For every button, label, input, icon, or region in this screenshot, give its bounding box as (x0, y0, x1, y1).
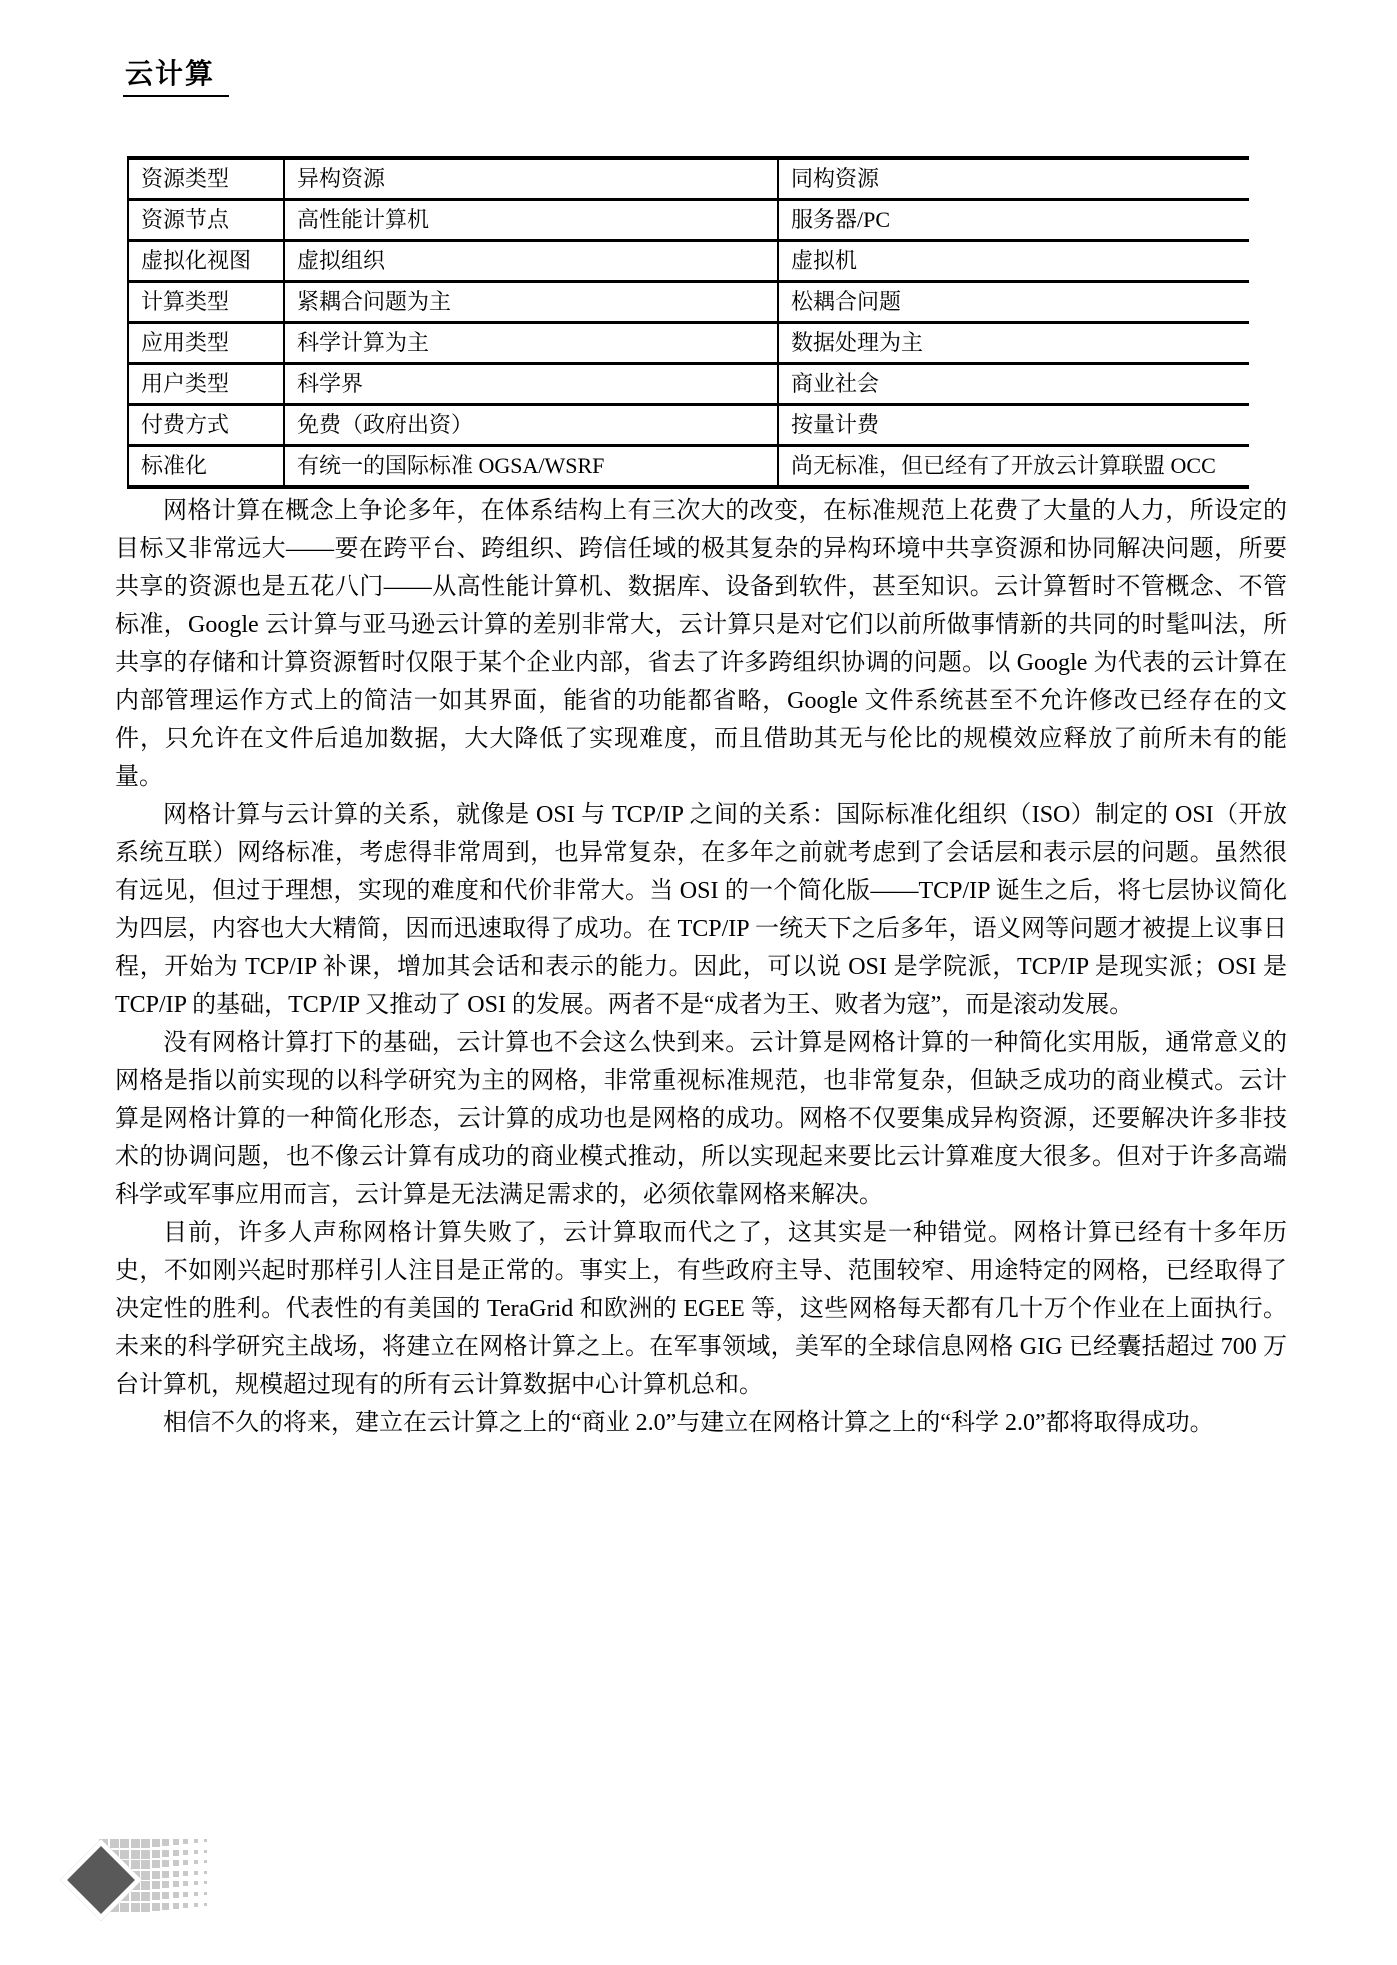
paragraph-5: 相信不久的将来，建立在云计算之上的“商业 2.0”与建立在网格计算之上的“科学 2.0”都将取得成功。 (163, 1410, 1214, 1436)
body-text (115, 492, 1287, 1442)
row-label-cell: 资源类型 (128, 158, 284, 200)
comparison-table (127, 156, 1249, 489)
grid-computing-cell: 有统一的国际标准 OGSA/WSRF (284, 446, 778, 488)
table-row (128, 364, 1249, 405)
grid-computing-cell: 科学计算为主 (284, 323, 778, 364)
page-title: 云计算 (123, 52, 229, 97)
paragraph-4: 目前，许多人声称网格计算失败了，云计算取而代之了，这其实是一种错觉。网格计算已经有十多年历史，不如刚兴起时那样引人注目是正常的。事实上，有些政府主导、范围较窄、用途特定的网格，已经取得了决定性的胜利。代表性的有美国的 TeraGrid 和欧洲的 EGEE 等，这些网格每天都有几十万个作业在上面执行。未来的科学研究主战场，将建立在网格计算之上。在军事领域，美军的全球信息网格 GIG 已经囊括超过 700 万台计算机，规模超过现有的所有云计算数据中心计算机总和。 (115, 1220, 1287, 1398)
row-label-cell: 计算类型 (128, 282, 284, 323)
table-row (128, 323, 1249, 364)
cloud-computing-cell: 服务器/PC (778, 200, 1249, 241)
cloud-computing-cell: 尚无标准，但已经有了开放云计算联盟 OCC (778, 446, 1249, 488)
table-row (128, 446, 1249, 488)
cloud-computing-cell: 按量计费 (778, 405, 1249, 446)
paragraph-1: 网格计算在概念上争论多年，在体系结构上有三次大的改变，在标准规范上花费了大量的人力，所设定的目标又非常远大——要在跨平台、跨组织、跨信任域的极其复杂的异构环境中共享资源和协同解决问题，所要共享的资源也是五花八门——从高性能计算机、数据库、设备到软件，甚至知识。云计算暂时不管概念、不管标准，Google 云计算与亚马逊云计算的差别非常大，云计算只是对它们以前所做事情新的共同的时髦叫法，所共享的存储和计算资源暂时仅限于某个企业内部，省去了许多跨组织协调的问题。以 Google 为代表的云计算在内部管理运作方式上的简洁一如其界面，能省的功能都省略，Google 文件系统甚至不允许修改已经存在的文件，只允许在文件后追加数据，大大降低了实现难度，而且借助其无与伦比的规模效应释放了前所未有的能量。 (115, 498, 1287, 790)
paragraph-2: 网格计算与云计算的关系，就像是 OSI 与 TCP/IP 之间的关系：国际标准化组织（ISO）制定的 OSI（开放系统互联）网络标准，考虑得非常周到，也异常复杂，在多年之前就考虑到了会话层和表示层的问题。虽然很有远见，但过于理想，实现的难度和代价非常大。当 OSI 的一个简化版——TCP/IP 诞生之后，将七层协议简化为四层，内容也大大精简，因而迅速取得了成功。在 TCP/IP 一统天下之后多年，语义网等问题才被提上议事日程，开始为 TCP/IP 补课，增加其会话和表示的能力。因此，可以说 OSI 是学院派，TCP/IP 是现实派；OSI 是 TCP/IP 的基础，TCP/IP 又推动了 OSI 的发展。两者不是“成者为王、败者为寇”，而是滚动发展。 (115, 802, 1287, 1018)
cloud-computing-cell: 数据处理为主 (778, 323, 1249, 364)
row-label-cell: 标准化 (128, 446, 284, 488)
row-label-cell: 用户类型 (128, 364, 284, 405)
cloud-computing-cell: 商业社会 (778, 364, 1249, 405)
row-label-cell: 虚拟化视图 (128, 241, 284, 282)
grid-computing-cell: 科学界 (284, 364, 778, 405)
grid-computing-cell: 紧耦合问题为主 (284, 282, 778, 323)
paragraph-3: 没有网格计算打下的基础，云计算也不会这么快到来。云计算是网格计算的一种简化实用版，通常意义的网格是指以前实现的以科学研究为主的网格，非常重视标准规范，也非常复杂，但缺乏成功的商业模式。云计算是网格计算的一种简化形态，云计算的成功也是网格的成功。网格不仅要集成异构资源，还要解决许多非技术的协调问题，也不像云计算有成功的商业模式推动，所以实现起来要比云计算难度大很多。但对于许多高端科学或军事应用而言，云计算是无法满足需求的，必须依靠网格来解决。 (115, 1030, 1287, 1208)
grid-computing-cell: 虚拟组织 (284, 241, 778, 282)
cloud-computing-cell: 同构资源 (778, 158, 1249, 200)
table-row (128, 241, 1249, 282)
cloud-computing-cell: 虚拟机 (778, 241, 1249, 282)
row-label-cell: 资源节点 (128, 200, 284, 241)
table-row (128, 405, 1249, 446)
grid-computing-cell: 异构资源 (284, 158, 778, 200)
cloud-computing-cell: 松耦合问题 (778, 282, 1249, 323)
table-row (128, 200, 1249, 241)
row-label-cell: 应用类型 (128, 323, 284, 364)
table-row (128, 282, 1249, 323)
page-content (115, 52, 1287, 1442)
table-row (128, 158, 1249, 200)
grid-computing-cell: 免费（政府出资） (284, 405, 778, 446)
grid-computing-cell: 高性能计算机 (284, 200, 778, 241)
row-label-cell: 付费方式 (128, 405, 284, 446)
